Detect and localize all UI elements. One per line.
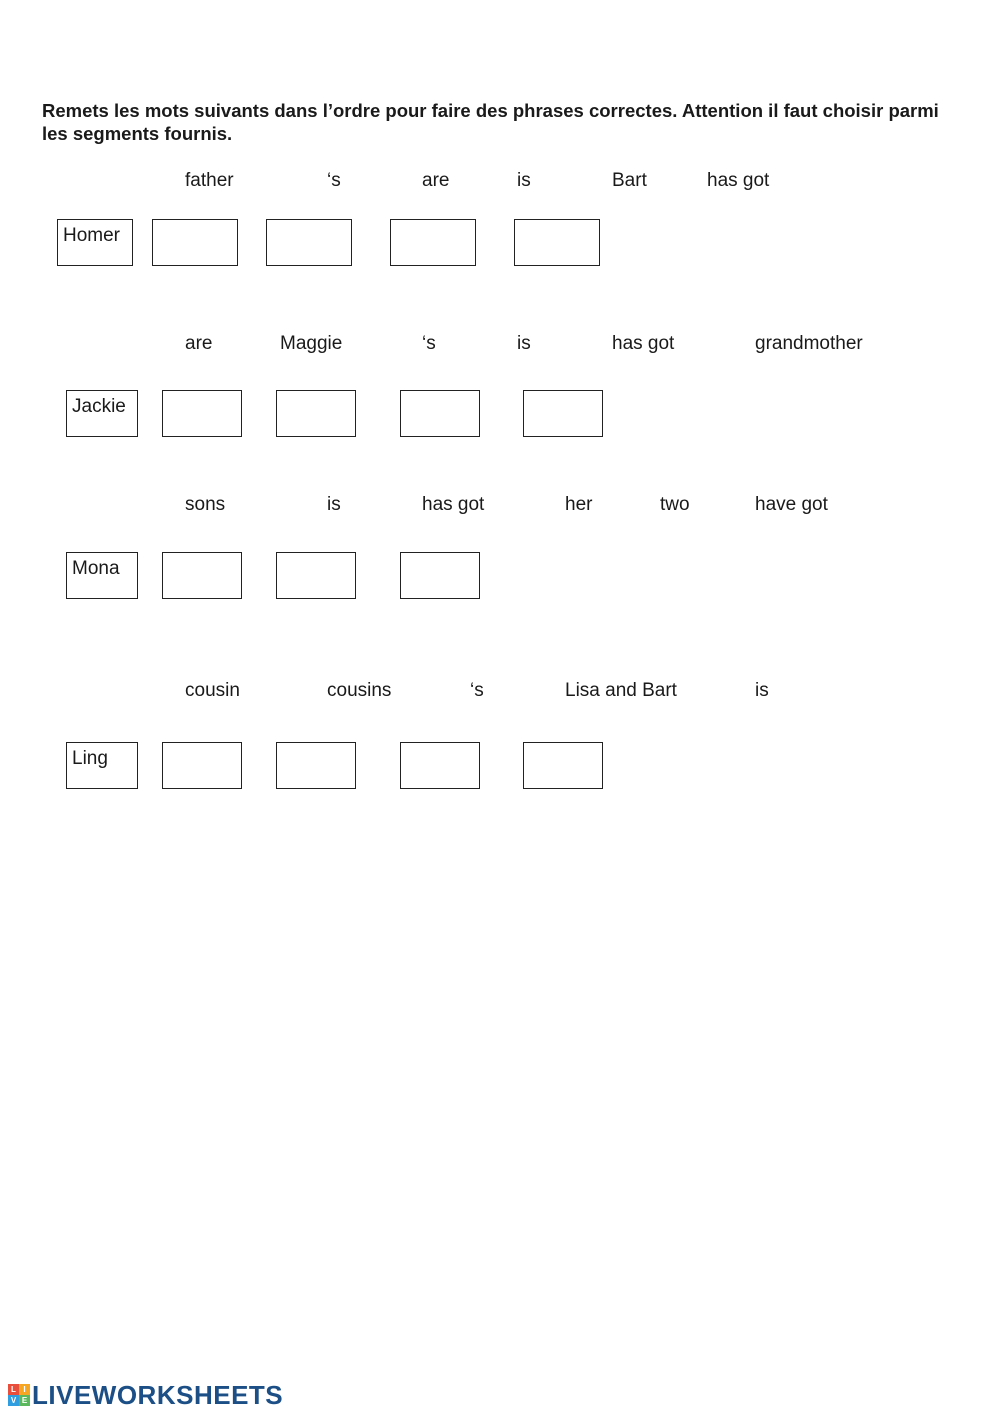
answer-box[interactable] <box>162 742 242 789</box>
word-chip[interactable]: Maggie <box>280 333 343 354</box>
answer-box[interactable] <box>400 552 480 599</box>
answer-box[interactable] <box>162 390 242 437</box>
word-chip[interactable]: is <box>517 170 531 191</box>
answer-box[interactable] <box>400 742 480 789</box>
word-chip[interactable]: Lisa and Bart <box>565 680 677 701</box>
word-chip[interactable]: two <box>660 494 690 515</box>
word-chip[interactable]: are <box>422 170 450 191</box>
answer-box[interactable] <box>276 552 356 599</box>
liveworksheets-logo-icon: L I V E <box>8 1384 30 1406</box>
subject-box-mona: Mona <box>66 552 138 599</box>
answer-box[interactable] <box>514 219 600 266</box>
logo-text: LIVEWORKSHEETS <box>32 1379 284 1410</box>
answer-box[interactable] <box>400 390 480 437</box>
answer-box[interactable] <box>390 219 476 266</box>
word-chip[interactable]: is <box>327 494 341 515</box>
answer-box[interactable] <box>162 552 242 599</box>
word-chip[interactable]: has got <box>612 333 675 354</box>
word-chip[interactable]: sons <box>185 494 226 515</box>
instructions: Remets les mots suivants dans l’ordre pour faire des phrases correctes. Attention il faut choisir parmi les segments fournis. <box>42 100 939 144</box>
word-chip[interactable]: are <box>185 333 213 354</box>
liveworksheets-logo <box>8 1379 284 1410</box>
word-chip[interactable]: is <box>517 333 531 354</box>
answer-box[interactable] <box>276 742 356 789</box>
word-chip[interactable]: grandmother <box>755 333 863 354</box>
word-chip[interactable]: has got <box>707 170 770 191</box>
answer-box[interactable] <box>152 219 238 266</box>
word-chip[interactable]: have got <box>755 494 828 515</box>
word-chip[interactable]: Bart <box>612 170 647 191</box>
answer-box[interactable] <box>523 742 603 789</box>
word-chip[interactable]: cousin <box>185 680 240 701</box>
subject-box-jackie: Jackie <box>66 390 138 437</box>
subject-box-ling: Ling <box>66 742 138 789</box>
word-chip[interactable]: ‘s <box>470 680 484 701</box>
answer-box[interactable] <box>276 390 356 437</box>
word-chip[interactable]: ‘s <box>422 333 436 354</box>
word-chip[interactable]: her <box>565 494 593 515</box>
word-chip[interactable]: ‘s <box>327 170 341 191</box>
word-chip[interactable]: father <box>185 170 234 191</box>
subject-box-homer: Homer <box>57 219 133 266</box>
word-chip[interactable]: is <box>755 680 769 701</box>
answer-box[interactable] <box>266 219 352 266</box>
word-chip[interactable]: cousins <box>327 680 392 701</box>
word-chip[interactable]: has got <box>422 494 485 515</box>
answer-box[interactable] <box>523 390 603 437</box>
